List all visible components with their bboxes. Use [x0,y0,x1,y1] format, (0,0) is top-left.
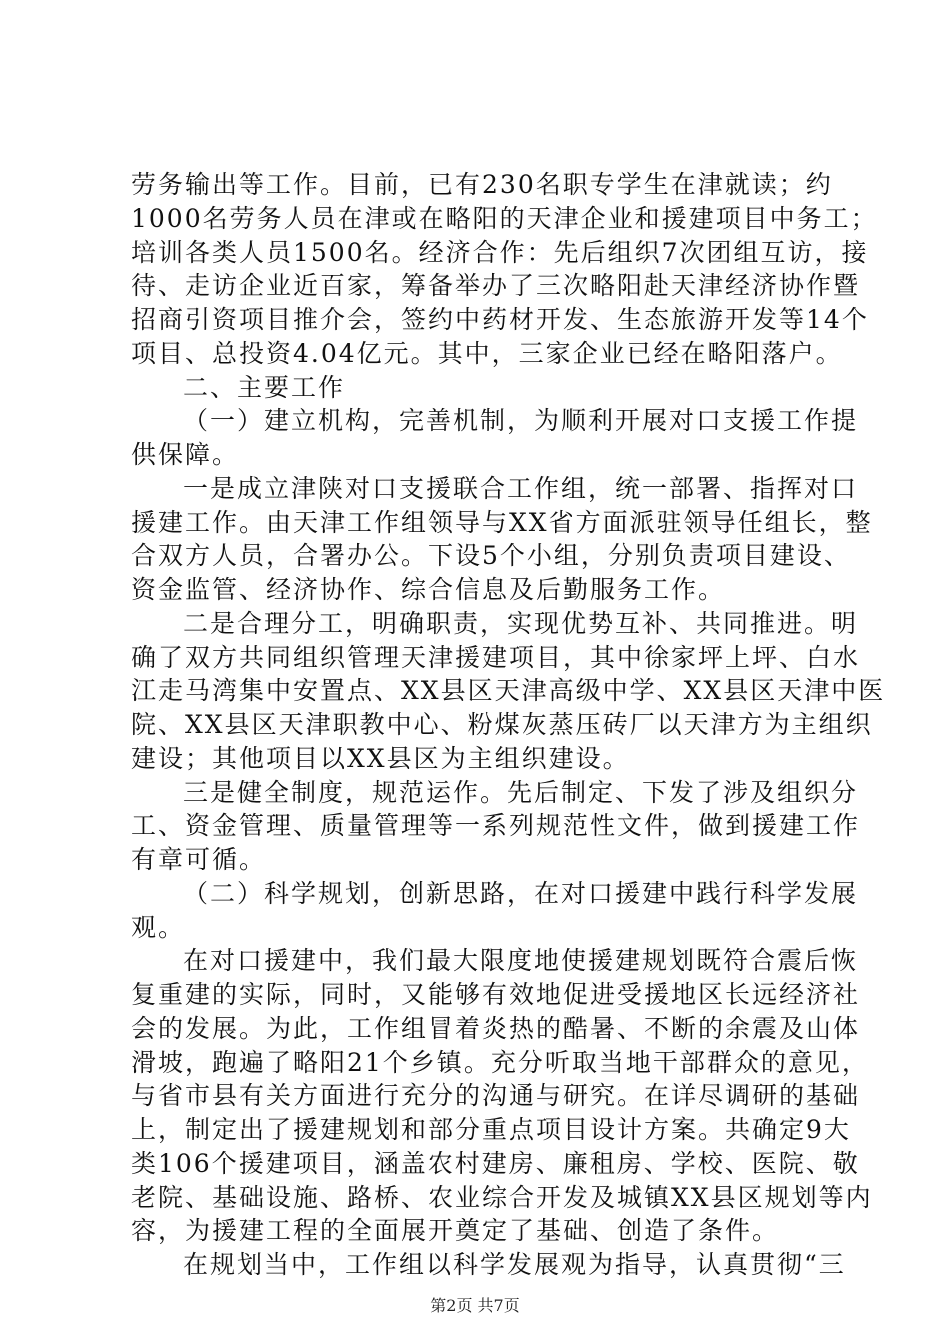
text-line: 劳务输出等工作。目前，已有230名职专学生在津就读；约 [131,170,833,199]
text-line: 容，为援建工程的全面展开奠定了基础、创造了条件。 [131,1216,780,1245]
text-line: 一是成立津陕对口支援联合工作组，统一部署、指挥对口 [183,474,859,503]
text-line: 二是合理分工，明确职责，实现优势互补、共同推进。明 [183,609,859,638]
text-line: 援建工作。由天津工作组领导与XX省方面派驻领导任组长，整 [131,508,873,537]
text-line: 与省市县有关方面进行充分的沟通与研究。在详尽调研的基础 [131,1081,861,1110]
text-line: 在规划当中，工作组以科学发展观为指导，认真贯彻“三 [183,1250,846,1279]
section-heading: 二、主要工作 [183,373,346,402]
text-line: 合双方人员，合署办公。下设5个小组，分别负责项目建设、 [131,541,851,570]
text-line: 建设；其他项目以XX县区为主组织建设。 [131,744,630,773]
text-line: 项目、总投资4.04亿元。其中，三家企业已经在略阳落户。 [131,339,843,368]
text-line: 观。 [131,913,186,942]
text-line: 三是健全制度，规范运作。先后制定、下发了涉及组织分 [183,778,859,807]
text-line: 确了双方共同组织管理天津援建项目，其中徐家坪上坪、白水 [131,643,861,672]
text-line: 类106个援建项目，涵盖农村建房、廉租房、学校、医院、敬 [131,1149,860,1178]
subsection-heading: （一）建立机构，完善机制，为顺利开展对口支援工作提 [183,406,859,435]
text-line: 复重建的实际，同时，又能够有效地促进受援地区长远经济社 [131,980,861,1009]
text-line: 有章可循。 [131,845,267,874]
text-line: 滑坡，跑遍了略阳21个乡镇。充分听取当地干部群众的意见， [131,1048,869,1077]
text-line: 会的发展。为此，工作组冒着炎热的酷暑、不断的余震及山体 [131,1014,861,1043]
text-line: 老院、基础设施、路桥、农业综合开发及城镇XX县区规划等内 [131,1183,873,1212]
page-number-footer: 第2页 共7页 [430,1296,520,1315]
text-line: 招商引资项目推介会，签约中药材开发、生态旅游开发等14个 [131,305,869,334]
text-line: 1000名劳务人员在津或在略阳的天津企业和援建项目中务工； [131,204,878,233]
subsection-heading: （二）科学规划，创新思路，在对口援建中践行科学发展 [183,879,859,908]
text-line: 院、XX县区天津职教中心、粉煤灰蒸压砖厂以天津方为主组织 [131,710,873,739]
text-line: 资金监管、经济协作、综合信息及后勤服务工作。 [131,575,726,604]
text-line: 上，制定出了援建规划和部分重点项目设计方案。共确定9大 [131,1115,851,1144]
text-line: 待、走访企业近百家，筹备举办了三次略阳赴天津经济协作暨 [131,271,861,300]
text-line: 培训各类人员1500名。经济合作：先后组织7次团组互访，接 [131,238,869,267]
text-line: 在对口援建中，我们最大限度地使援建规划既符合震后恢 [183,946,859,975]
text-line: 江走马湾集中安置点、XX县区天津高级中学、XX县区天津中医 [131,676,886,705]
text-line: 供保障。 [131,440,240,469]
text-line: 工、资金管理、质量管理等一系列规范性文件，做到援建工作 [131,811,861,840]
